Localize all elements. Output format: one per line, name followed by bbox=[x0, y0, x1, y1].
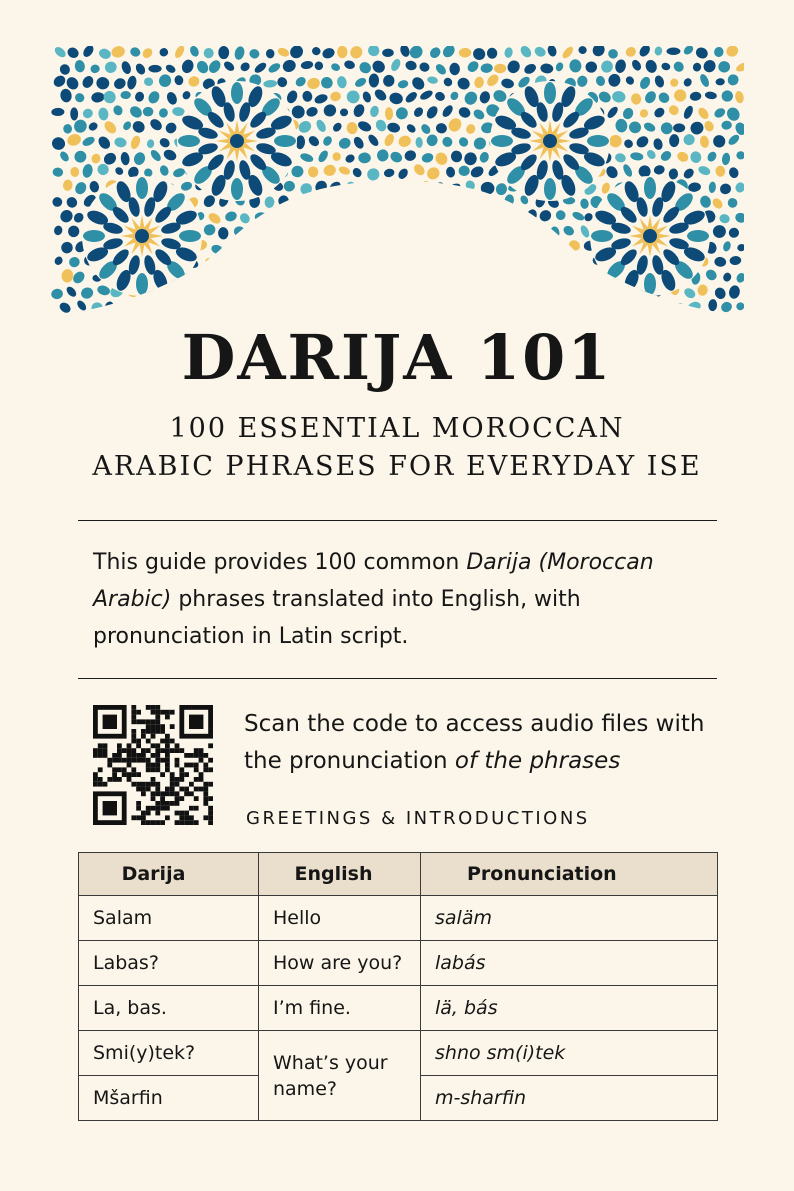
column-header-darija: Darija bbox=[79, 853, 259, 896]
phrase-table bbox=[78, 852, 718, 1121]
qr-text-main: Scan the code to access audio files with the pronunciation bbox=[244, 711, 705, 774]
table-row bbox=[79, 1031, 718, 1076]
cell-pronunciation: saläm bbox=[421, 896, 718, 941]
intro-paragraph bbox=[93, 544, 713, 655]
table-row bbox=[79, 941, 718, 986]
cell-darija: Smi(y)tek? bbox=[79, 1031, 259, 1076]
cell-english: Hello bbox=[259, 896, 421, 941]
cell-pronunciation: lä, bás bbox=[421, 986, 718, 1031]
cell-english: What’s your name? bbox=[259, 1031, 421, 1121]
subtitle-line-1: 100 ESSENTIAL MOROCCAN bbox=[169, 413, 625, 444]
divider-top bbox=[78, 520, 717, 521]
cell-pronunciation: shno sm(i)tek bbox=[421, 1031, 718, 1076]
cell-pronunciation: m-sharfin bbox=[421, 1076, 718, 1121]
divider-bottom bbox=[78, 678, 717, 679]
intro-text-2: phrases translated into English, with pronunciation in Latin script. bbox=[93, 587, 581, 649]
cell-darija: La, bas. bbox=[79, 986, 259, 1031]
column-header-pronunciation: Pronunciation bbox=[421, 853, 718, 896]
cell-darija: Labas? bbox=[79, 941, 259, 986]
table-row bbox=[79, 986, 718, 1031]
cell-darija: Salam bbox=[79, 896, 259, 941]
qr-text-italic: of the phrases bbox=[454, 748, 621, 774]
intro-text-1: This guide provides 100 common bbox=[93, 550, 467, 575]
section-heading: GREETINGS & INTRODUCTIONS bbox=[246, 808, 590, 829]
qr-code[interactable] bbox=[93, 705, 213, 825]
cell-pronunciation: labás bbox=[421, 941, 718, 986]
table-header-row bbox=[79, 853, 718, 896]
table-row bbox=[79, 896, 718, 941]
column-header-english: English bbox=[259, 853, 421, 896]
qr-instructions bbox=[244, 706, 714, 780]
intro-emphasis: Darija (Moroccan Arabic) bbox=[93, 550, 654, 612]
page-title: DARIJA 101 bbox=[181, 321, 613, 394]
zellige-mosaic-banner bbox=[50, 46, 744, 316]
cell-darija: Mšarfin bbox=[79, 1076, 259, 1121]
cell-english: How are you? bbox=[259, 941, 421, 986]
subtitle bbox=[0, 410, 794, 486]
subtitle-line-2: ARABIC PHRASES FOR EVERYDAY ISE bbox=[92, 451, 702, 482]
cell-english: I’m fine. bbox=[259, 986, 421, 1031]
